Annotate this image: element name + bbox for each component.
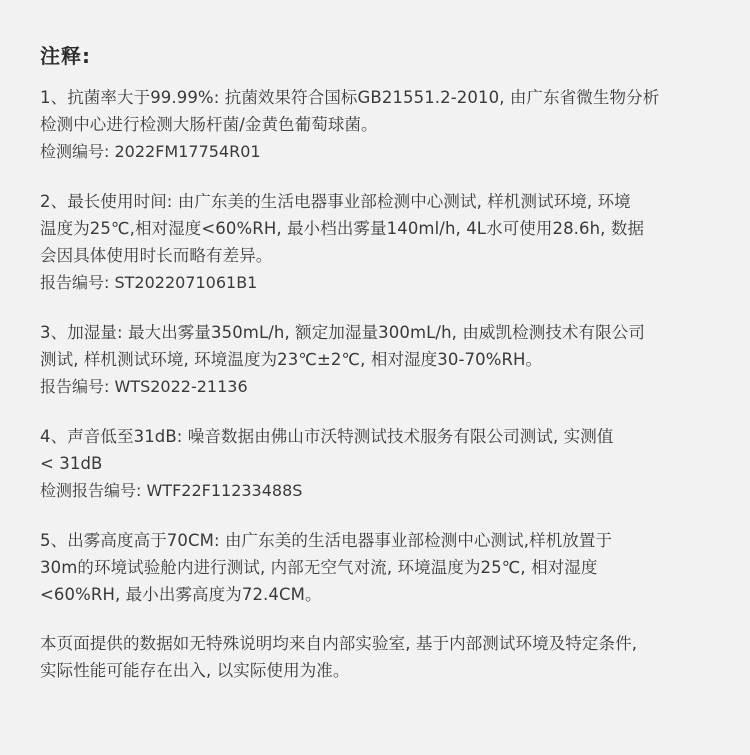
disclaimer-line: 实际性能可能存在出入, 以实际使用为准。 <box>40 661 350 680</box>
note-reference-number: 报告编号: WTS2022-21136 <box>40 377 248 396</box>
note-text-line: 4、声音低至31dB: 噪音数据由佛山市沃特测试技术服务有限公司测试, 实测值 <box>40 427 614 446</box>
note-text-line: 5、出雾高度高于70CM: 由广东美的生活电器事业部检测中心测试,样机放置于 <box>40 531 613 550</box>
note-reference-number: 检测编号: 2022FM17754R01 <box>40 142 261 161</box>
page-title: 注释: <box>40 44 91 68</box>
note-3 <box>40 319 738 401</box>
note-text-line: 测试, 样机测试环境, 环境温度为23℃±2℃, 相对湿度30-70%RH。 <box>40 350 543 369</box>
note-1 <box>40 84 738 166</box>
disclaimer-line: 本页面提供的数据如无特殊说明均来自内部实验室, 基于内部测试环境及特定条件, <box>40 634 638 653</box>
note-reference-number: 检测报告编号: WTF22F11233488S <box>40 481 303 500</box>
disclaimer <box>40 630 738 684</box>
note-text-line: 会因具体使用时长而略有差异。 <box>40 246 273 265</box>
note-5 <box>40 527 738 608</box>
note-text-line: <60%RH, 最小出雾高度为72.4CM。 <box>40 585 322 604</box>
note-text-line: 2、最长使用时间: 由广东美的生活电器事业部检测中心测试, 样机测试环境, 环境 <box>40 192 631 211</box>
note-text-line: 30m的环境试验舱内进行测试, 内部无空气对流, 环境温度为25℃, 相对湿度 <box>40 558 598 577</box>
note-4 <box>40 423 738 505</box>
note-text-line: 3、加湿量: 最大出雾量350mL/h, 额定加湿量300mL/h, 由威凯检测技术有限公司 <box>40 323 645 342</box>
note-reference-number: 报告编号: ST2022071061B1 <box>40 273 258 292</box>
note-text-line: 温度为25℃,相对湿度<60%RH, 最小档出雾量140ml/h, 4L水可使用28.6h, 数据 <box>40 219 645 238</box>
note-text-line: 1、抗菌率大于99.99%: 抗菌效果符合国标GB21551.2-2010, 由广东省微生物分析 <box>40 88 660 107</box>
note-text-line: < 31dB <box>40 454 103 473</box>
note-text-line: 检测中心进行检测大肠杆菌/金黄色葡萄球菌。 <box>40 115 378 134</box>
note-2 <box>40 188 738 297</box>
